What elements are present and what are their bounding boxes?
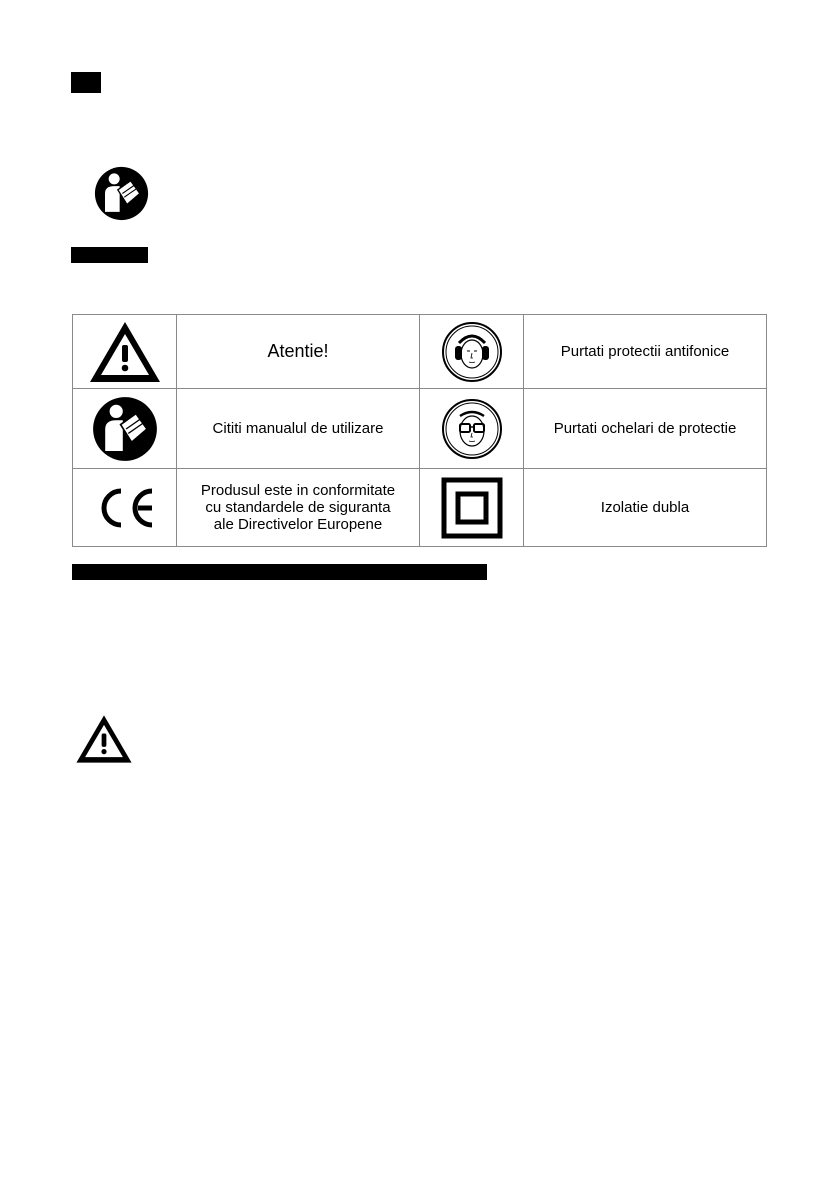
symbol-label: Cititi manualul de utilizare <box>177 389 420 469</box>
symbols-table <box>72 314 767 547</box>
symbol-cell <box>420 315 524 389</box>
symbol-cell <box>73 389 177 469</box>
table-row <box>73 389 767 469</box>
warning-triangle-icon <box>87 319 163 385</box>
redaction-bar-section <box>71 247 148 263</box>
read-manual-icon <box>92 396 158 462</box>
symbol-cell <box>420 389 524 469</box>
warning-triangle-icon <box>74 713 134 765</box>
symbol-cell <box>420 469 524 547</box>
table-row <box>73 315 767 389</box>
eye-protection-icon <box>441 398 503 460</box>
read-manual-icon <box>94 166 149 221</box>
symbol-label: Atentie! <box>177 315 420 389</box>
ce-mark-icon <box>92 483 158 533</box>
symbol-label: Produsul este in conformitate cu standardele de siguranta ale Directivelor Europene <box>177 469 420 547</box>
symbol-cell <box>73 469 177 547</box>
table-row <box>73 469 767 547</box>
symbol-label: Purtati ochelari de protectie <box>524 389 767 469</box>
ear-protection-icon <box>441 321 503 383</box>
symbol-label: Purtati protectii antifonice <box>524 315 767 389</box>
symbol-label: Izolatie dubla <box>524 469 767 547</box>
symbol-cell <box>73 315 177 389</box>
redaction-bar-top <box>71 72 101 93</box>
redaction-bar-heading <box>72 564 487 580</box>
double-insulation-icon <box>441 477 503 539</box>
